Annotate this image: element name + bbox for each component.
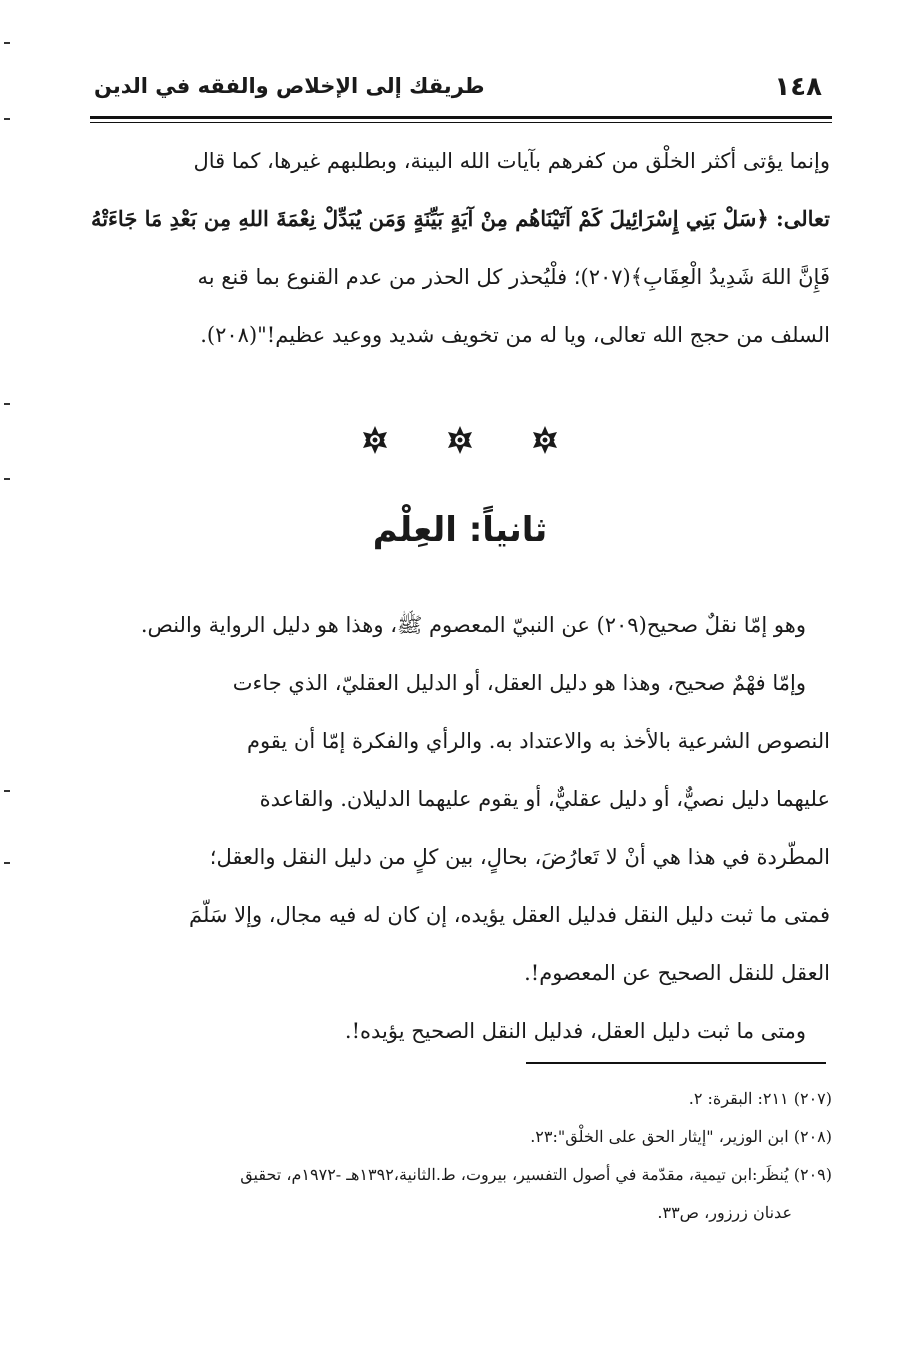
scan-edge-mark [4,478,10,480]
section-heading: ثانياً: العِلْم [372,510,548,550]
quran-quote-line: تعالى: ﴿سَلْ بَنِي إِسْرَائِيلَ كَمْ آتَيْنَاهُم مِنْ آيَةٍ بَيِّنَةٍ وَمَن يُبَدِّلْ نِعْمَةَ اللهِ مِن بَعْدِ مَا جَاءَتْهُ [90,206,830,231]
eight-point-star-ornament-icon [530,425,560,455]
footnote-207: (٢٠٧) ٢١١: البقرة: ٢. [688,1089,832,1108]
paragraph-line: ومتى ما ثبت دليل العقل، فدليل النقل الصحيح يؤيده!. [344,1019,806,1043]
paragraph-line: وإمّا فهْمٌ صحيح، وهذا هو دليل العقل، أو الدليل العقليّ، الذي جاءت [232,671,806,695]
paragraph-line: وهو إمّا نقلٌ صحيح(٢٠٩) عن النبيّ المعصوم ﷺ، وهذا هو دليل الرواية والنص. [140,613,806,637]
paragraph-line: وإنما يؤتى أكثر الخلْق من كفرهم بآيات الله البينة، وبطلبهم غيرها، كما قال [193,149,830,173]
section-divider-ornaments [360,418,560,462]
paragraph-line: عليهما دليل نصيٌّ، أو دليل عقليٌّ، أو يقوم عليهما الدليلان. والقاعدة [259,787,830,811]
scan-edge-mark [4,42,10,44]
paragraph-2 [90,596,830,1060]
footnote-209: (٢٠٩) يُنظَر:ابن تيمية، مقدّمة في أصول التفسير، بيروت، ط.الثانية،١٣٩٢هـ -١٩٧٢م، تحقيق [240,1165,832,1184]
footnote-separator [526,1062,826,1064]
paragraph-1 [90,132,830,364]
page-header [90,68,832,108]
eight-point-star-ornament-icon [445,425,475,455]
paragraph-line: فمتى ما ثبت دليل النقل فدليل العقل يؤيده، إن كان له فيه مجال، وإلا سَلّمَ [188,903,830,927]
eight-point-star-ornament-icon [360,425,390,455]
paragraph-line: السلف من حجج الله تعالى، ويا له من تخويف شديد ووعيد عظيم!"(٢٠٨). [200,323,830,347]
page-number: ١٤٨ [774,72,822,102]
paragraph-line: العقل للنقل الصحيح عن المعصوم!. [524,961,830,985]
header-rule-thin [90,122,832,123]
paragraph-line: المطّردة في هذا هي أنْ لا تَعارُضَ، بحالٍ، بين كلٍ من دليل النقل والعقل؛ [209,845,830,869]
footnotes [80,1080,832,1232]
header-rule-thick [90,116,832,119]
paragraph-line: النصوص الشرعية بالأخذ به والاعتداد به. والرأي والفكرة إمّا أن يقوم [246,729,830,753]
scan-edge-mark [4,118,10,120]
scan-edge-mark [4,403,10,405]
paragraph-line: فَإِنَّ اللهَ شَدِيدُ الْعِقَابِ﴾(٢٠٧)؛ فلْيُحذر كل الحذر من عدم القنوع بما قنع به [197,265,830,289]
scan-edge-mark [4,790,10,792]
scan-edge-mark [4,862,10,864]
running-title: طريقك إلى الإخلاص والفقه في الدين [94,74,485,98]
footnote-209-continued: عدنان زرزور، ص٣٣. [657,1203,792,1222]
footnote-208: (٢٠٨) ابن الوزير، "إيثار الحق على الخلْق":٢٣. [530,1127,832,1146]
